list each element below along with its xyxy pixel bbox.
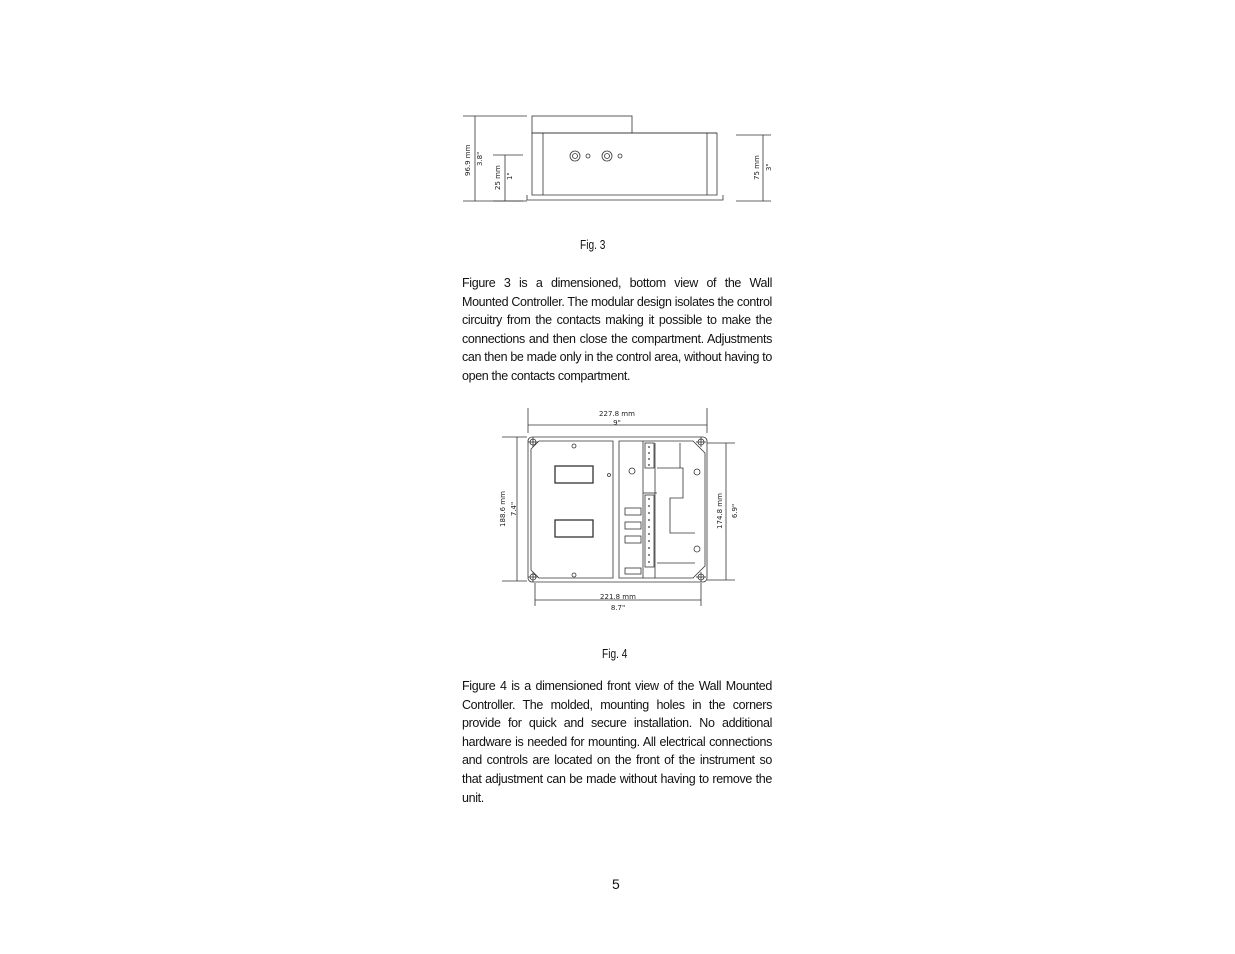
fig4-dim-right-mm: 174.8 mm xyxy=(716,493,724,529)
fig4-caption: Fig. 4 xyxy=(602,646,628,661)
fig3-dim-right-mm: 75 mm xyxy=(753,155,761,180)
fig3-dim-base-mm: 25 mm xyxy=(494,165,502,190)
fig4-dim-bottom-mm: 221.8 mm xyxy=(600,593,636,601)
fig3-dim-height-in: 3.8" xyxy=(476,151,484,166)
fig4-dim-left-mm: 188.6 mm xyxy=(499,491,507,527)
fig3-description: Figure 3 is a dimensioned, bottom view of the Wall Mounted Controller. The modular design isolates the control circuitry from the contacts making it possible to make the connections and then close the compartment. Adjustments can then be made only in the control area, without having to open the contacts compartment. xyxy=(462,276,772,383)
fig3-dim-height-mm: 96.9 mm xyxy=(464,144,472,176)
fig4-front-view-drawing xyxy=(495,403,745,615)
fig4-dim-top-in: 9" xyxy=(613,419,621,427)
fig4-dim-top-mm: 227.8 mm xyxy=(599,410,635,418)
fig3-dim-base-in: 1" xyxy=(506,172,514,180)
fig3-bottom-view-drawing xyxy=(455,108,785,208)
page-number: 5 xyxy=(612,876,620,892)
fig4-dim-bottom-in: 8.7" xyxy=(610,604,626,612)
fig3-dim-right-in: 3" xyxy=(765,163,773,171)
fig3-caption: Fig. 3 xyxy=(580,237,606,252)
fig4-dim-left-in: 7.4" xyxy=(510,501,518,517)
fig4-description: Figure 4 is a dimensioned front view of the Wall Mounted Controller. The molded, mounting holes in the corners provide for quick and secure installation. No additional hardware is needed for mounting. All electrical connections and controls are located on the front of the instrument so that adjustment can be made without having to remove the unit. xyxy=(462,679,772,805)
fig4-dim-right-in: 6.9" xyxy=(731,503,739,519)
